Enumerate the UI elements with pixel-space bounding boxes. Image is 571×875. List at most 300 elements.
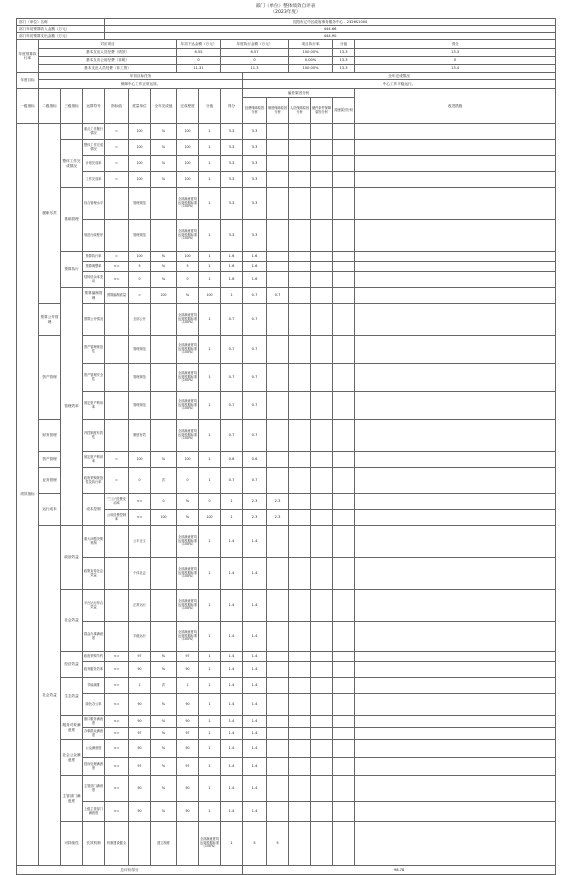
exec-item: 基本支出人员经费（绩效） bbox=[39, 49, 177, 57]
indicator-row bbox=[17, 590, 556, 622]
deviation-cell bbox=[333, 156, 355, 172]
deviation-cell bbox=[289, 272, 311, 288]
deviation-cell bbox=[355, 802, 556, 822]
actual-cell: 0 bbox=[199, 494, 221, 510]
actual-cell: 全部满意度均达到预期标准（100%） bbox=[199, 822, 221, 866]
deviation-cell bbox=[311, 662, 333, 678]
deviation-cell bbox=[355, 392, 556, 420]
got-cell: 3.3 bbox=[243, 172, 267, 188]
target-cell: 0 bbox=[151, 494, 177, 510]
target-cell: 90 bbox=[129, 716, 151, 728]
score-cell: 0.7 bbox=[221, 364, 243, 392]
got-cell: 0.7 bbox=[243, 336, 267, 364]
op-cell: <= bbox=[129, 510, 151, 526]
deviation-cell bbox=[311, 172, 333, 188]
deviation-cell bbox=[267, 652, 289, 662]
deviation-cell bbox=[355, 304, 556, 336]
l2-cell: 整体工作完成情况 bbox=[61, 140, 83, 188]
indicator-row bbox=[17, 694, 556, 716]
score-cell: 0.7 bbox=[221, 468, 243, 494]
deviation-cell bbox=[355, 652, 556, 662]
target-cell: 平稳运行 bbox=[129, 622, 151, 652]
deviation-cell bbox=[289, 622, 311, 652]
target-cell: 0 bbox=[129, 272, 151, 288]
got-cell: 1.4 bbox=[243, 662, 267, 678]
indicator-row bbox=[17, 452, 556, 468]
deviation-cell bbox=[355, 156, 556, 172]
deviation-cell bbox=[333, 652, 355, 662]
deviation-cell bbox=[267, 252, 289, 262]
exec-col-plan: 年初下达金额（万元） bbox=[177, 40, 221, 49]
l3-cell: 节能减排 bbox=[83, 678, 105, 694]
actual-cell: 100 bbox=[177, 452, 199, 468]
table-body bbox=[17, 19, 556, 875]
unit-cell: % bbox=[151, 728, 177, 740]
op-cell: <= bbox=[105, 740, 129, 758]
l2-cell: 基础管理 bbox=[61, 188, 83, 252]
budget-expense-label: 部门年初预算支出金额（万元） bbox=[17, 33, 105, 40]
indicator-row bbox=[17, 526, 556, 558]
degree-cell: 1 bbox=[199, 662, 221, 678]
l2-cell: 长效机制 bbox=[83, 822, 105, 866]
deviation-cell bbox=[267, 468, 289, 494]
actual-cell: 5 bbox=[177, 262, 199, 272]
unit-cell: % bbox=[177, 510, 199, 526]
score-cell: 0.7 bbox=[221, 304, 243, 336]
exec-rate: 100.00% bbox=[289, 49, 333, 57]
l3-cell: 重点工作履行情况 bbox=[83, 124, 105, 140]
l3-cell: 预算执行率 bbox=[83, 252, 105, 262]
score-cell: 1.4 bbox=[221, 526, 243, 558]
actual-cell: 100 bbox=[177, 172, 199, 188]
op-cell: <= bbox=[105, 758, 129, 776]
deviation-cell bbox=[289, 172, 311, 188]
deviation-cell bbox=[289, 124, 311, 140]
op-cell: <= bbox=[105, 662, 129, 678]
target-cell: 0 bbox=[129, 468, 151, 494]
deviation-cell bbox=[289, 652, 311, 662]
actual-cell: 全部满意度均达到预期标准（100%） bbox=[177, 558, 199, 590]
op-cell: <= bbox=[105, 678, 129, 694]
l3-cell: 政务服务效率 bbox=[83, 662, 105, 678]
op-cell: <= bbox=[105, 652, 129, 662]
got-cell: 2.3 bbox=[267, 494, 289, 510]
deviation-cell bbox=[355, 288, 556, 304]
title-line-1: 部门（单位）整体绩效自评表 bbox=[255, 4, 316, 9]
got-cell: 3.3 bbox=[243, 140, 267, 156]
deviation-cell bbox=[311, 716, 333, 728]
deviation-cell bbox=[311, 272, 333, 288]
actual-cell: 全部满意度均达到预期标准（100%） bbox=[177, 336, 199, 364]
col-improve: 改进措施 bbox=[355, 89, 556, 124]
actual-cell: 全部满意度均达到预期标准（100%） bbox=[177, 526, 199, 558]
deviation-cell bbox=[311, 364, 333, 392]
deviation-cell bbox=[267, 526, 289, 558]
l2-cell: 社会效益 bbox=[61, 590, 83, 652]
score-cell: 1.6 bbox=[221, 272, 243, 288]
exec-item: 基本支出人员经费（非工资） bbox=[39, 65, 177, 73]
deviation-cell bbox=[267, 728, 289, 740]
deviation-cell bbox=[311, 220, 333, 252]
l3-cell: 公用经费控制率 bbox=[105, 510, 129, 526]
l2-cell: 主管部门满意度 bbox=[61, 776, 83, 822]
deviation-cell bbox=[289, 776, 311, 802]
op-cell: = bbox=[105, 124, 129, 140]
op-cell: = bbox=[105, 252, 129, 262]
actual-cell: 全部满意度均达到预期标准（100%） bbox=[177, 364, 199, 392]
exec-row bbox=[17, 49, 556, 57]
score-cell: 0.7 bbox=[221, 392, 243, 420]
got-cell: 1.4 bbox=[243, 728, 267, 740]
dev-system: 制度保障原因分析 bbox=[267, 98, 289, 124]
op-cell: <= bbox=[105, 262, 129, 272]
l2-cell: 成本控制 bbox=[83, 494, 105, 526]
deviation-cell bbox=[333, 678, 355, 694]
deviation-cell bbox=[289, 526, 311, 558]
actual-cell: 100 bbox=[199, 510, 221, 526]
goal-row bbox=[17, 80, 556, 89]
score-cell: 1.4 bbox=[221, 590, 243, 622]
actual-cell: 90 bbox=[177, 716, 199, 728]
deviation-cell bbox=[355, 510, 556, 526]
target-cell: 100 bbox=[151, 288, 177, 304]
deviation-cell bbox=[267, 392, 289, 420]
score-cell: 1.4 bbox=[221, 740, 243, 758]
deviation-cell bbox=[311, 510, 333, 526]
score-cell: 1.4 bbox=[221, 716, 243, 728]
deviation-cell bbox=[311, 740, 333, 758]
indicator-row bbox=[17, 716, 556, 728]
indicator-row bbox=[17, 662, 556, 678]
deviation-cell bbox=[311, 452, 333, 468]
deviation-cell bbox=[311, 776, 333, 802]
got-cell: 1.6 bbox=[243, 272, 267, 288]
col-unit: 度量单位 bbox=[129, 89, 151, 124]
deviation-cell bbox=[333, 802, 355, 822]
target-cell: 公平正义 bbox=[129, 526, 151, 558]
deviation-cell bbox=[267, 272, 289, 288]
budget-expense-row bbox=[17, 33, 556, 40]
target-cell: 97 bbox=[129, 758, 151, 776]
deviation-cell bbox=[355, 420, 556, 452]
deviation-cell bbox=[333, 420, 355, 452]
op-cell bbox=[105, 590, 129, 622]
unit-cell: % bbox=[151, 776, 177, 802]
exec-rate: 100.00% bbox=[289, 65, 333, 73]
exec-col-score: 分值 bbox=[333, 40, 355, 49]
goal-header-row bbox=[17, 73, 556, 80]
deviation-cell bbox=[333, 272, 355, 288]
deviation-cell bbox=[289, 420, 311, 452]
deviation-cell bbox=[333, 188, 355, 220]
op-cell bbox=[105, 336, 129, 364]
deviation-cell bbox=[355, 468, 556, 494]
deviation-cell bbox=[333, 336, 355, 364]
target-cell: 100 bbox=[129, 124, 151, 140]
actual-cell: 全部满意度均达到预期标准（100%） bbox=[177, 420, 199, 452]
exec-col-item: 对应项目 bbox=[39, 40, 177, 49]
l2-cell: 业务管理 bbox=[39, 468, 61, 494]
deviation-cell bbox=[355, 590, 556, 622]
l2-cell: 预算公开管理 bbox=[39, 304, 61, 336]
dept-row bbox=[17, 19, 556, 26]
op-cell bbox=[105, 622, 129, 652]
got-cell: 3.3 bbox=[243, 220, 267, 252]
deviation-cell bbox=[267, 694, 289, 716]
degree-cell: 1 bbox=[199, 156, 221, 172]
dev-other: 其他原因分析 bbox=[333, 98, 355, 124]
unit-cell: % bbox=[151, 156, 177, 172]
deviation-cell bbox=[267, 262, 289, 272]
l3-cell: 主管部门满意度 bbox=[83, 776, 105, 802]
exec-score: 13.3 bbox=[333, 49, 355, 57]
indicator-row bbox=[17, 124, 556, 140]
target-cell: 90 bbox=[129, 694, 151, 716]
actual-cell: 全部满意度均达到预期标准（100%） bbox=[177, 304, 199, 336]
deviation-cell bbox=[355, 336, 556, 364]
deviation-cell bbox=[333, 304, 355, 336]
title-line-2: （2023年度） bbox=[270, 10, 301, 15]
op-cell bbox=[129, 822, 151, 866]
actual-cell: 90 bbox=[177, 694, 199, 716]
unit-cell: 次 bbox=[151, 468, 177, 494]
goal-done-text: 中心工作平稳运行。 bbox=[243, 80, 556, 89]
target-cell: 90 bbox=[129, 662, 151, 678]
deviation-cell bbox=[355, 678, 556, 694]
op-cell: <= bbox=[129, 494, 151, 510]
got-cell: 1.6 bbox=[243, 262, 267, 272]
deviation-cell bbox=[333, 172, 355, 188]
deviation-cell bbox=[289, 694, 311, 716]
target-cell: 90 bbox=[129, 802, 151, 822]
indicator-row bbox=[17, 272, 556, 288]
degree-cell: 1 bbox=[199, 336, 221, 364]
l2-cell bbox=[61, 124, 83, 140]
deviation-cell bbox=[267, 802, 289, 822]
target-cell: 管理规范 bbox=[129, 392, 151, 420]
unit-cell: % bbox=[151, 252, 177, 262]
deviation-cell bbox=[289, 288, 311, 304]
got-cell: 1.4 bbox=[243, 590, 267, 622]
exec-actual: 6.57 bbox=[221, 49, 289, 57]
deviation-cell bbox=[289, 802, 311, 822]
deviation-cell bbox=[355, 124, 556, 140]
indicator-row bbox=[17, 740, 556, 758]
deviation-cell bbox=[333, 262, 355, 272]
actual-cell: 0 bbox=[177, 272, 199, 288]
deviation-cell bbox=[355, 662, 556, 678]
deviation-cell bbox=[333, 220, 355, 252]
deviation-cell bbox=[267, 140, 289, 156]
indicator-row bbox=[17, 678, 556, 694]
deviation-cell bbox=[333, 452, 355, 468]
op-cell bbox=[105, 220, 129, 252]
l2-cell: 预算执行 bbox=[61, 252, 83, 288]
col-deviation: 偏差原因分析 bbox=[243, 89, 355, 98]
deviation-cell bbox=[311, 252, 333, 262]
unit-cell: % bbox=[151, 662, 177, 678]
target-cell: 100 bbox=[129, 172, 151, 188]
deviation-cell bbox=[289, 740, 311, 758]
goal-plan-header: 年初目标任务 bbox=[39, 73, 243, 80]
l3-cell: 重大问题决策机制 bbox=[83, 526, 105, 558]
deviation-cell bbox=[311, 336, 333, 364]
deviation-cell bbox=[311, 392, 333, 420]
deviation-cell bbox=[289, 678, 311, 694]
deviation-cell bbox=[355, 776, 556, 802]
actual-cell: 97 bbox=[177, 652, 199, 662]
actual-cell: 90 bbox=[177, 740, 199, 758]
target-cell: 90 bbox=[129, 740, 151, 758]
score-cell: 5 bbox=[243, 822, 267, 866]
target-cell: 管理规范 bbox=[129, 364, 151, 392]
deviation-cell bbox=[333, 728, 355, 740]
got-cell: 1.4 bbox=[243, 652, 267, 662]
deviation-cell bbox=[267, 622, 289, 652]
score-cell: 2.3 bbox=[243, 494, 267, 510]
unit-cell bbox=[151, 336, 177, 364]
col-op: 运算符号 bbox=[83, 89, 105, 124]
indicator-row bbox=[17, 758, 556, 776]
score-cell: 1.4 bbox=[221, 758, 243, 776]
indicator-row bbox=[17, 364, 556, 392]
target-cell: 管理规范 bbox=[129, 336, 151, 364]
deviation-cell bbox=[355, 272, 556, 288]
l3-cell: 投诉处理满意度 bbox=[83, 758, 105, 776]
total-value: 98.78 bbox=[243, 866, 556, 875]
got-cell: 1.4 bbox=[243, 776, 267, 802]
target-cell: 制度有效 bbox=[129, 420, 151, 452]
deviation-cell bbox=[311, 420, 333, 452]
deviation-cell bbox=[355, 140, 556, 156]
got-cell: 0.7 bbox=[243, 392, 267, 420]
l3-cell: 办事群众满意度 bbox=[83, 728, 105, 740]
indicator-row bbox=[17, 304, 556, 336]
got-cell: 1.4 bbox=[243, 716, 267, 728]
deviation-cell bbox=[289, 156, 311, 172]
got-cell: 1.4 bbox=[243, 758, 267, 776]
l3-cell: 政府采购节约 bbox=[83, 652, 105, 662]
op-cell bbox=[105, 526, 129, 558]
deviation-cell bbox=[333, 364, 355, 392]
got-cell: 1.4 bbox=[243, 678, 267, 694]
deviation-cell bbox=[333, 776, 355, 802]
l1-cell: 可持续性 bbox=[61, 822, 83, 866]
op-cell: <= bbox=[105, 694, 129, 716]
exec-score: 13.3 bbox=[333, 65, 355, 73]
exec-score: 13.3 bbox=[333, 57, 355, 65]
l3-cell: 固定资产利用率 bbox=[83, 392, 105, 420]
got-cell: 1.6 bbox=[243, 252, 267, 262]
got-cell: 3.3 bbox=[243, 124, 267, 140]
l3-cell: 预算调整率 bbox=[83, 262, 105, 272]
deviation-cell bbox=[267, 590, 289, 622]
deviation-cell bbox=[311, 822, 333, 866]
actual-cell: 90 bbox=[177, 776, 199, 802]
indicator-group-label: 绩效指标 bbox=[17, 124, 39, 866]
deviation-cell bbox=[289, 220, 311, 252]
deviation-cell bbox=[333, 494, 355, 510]
deviation-cell bbox=[355, 758, 556, 776]
unit-cell bbox=[151, 392, 177, 420]
target-cell: 97 bbox=[129, 728, 151, 740]
unit-cell: % bbox=[151, 694, 177, 716]
degree-cell: 1 bbox=[199, 252, 221, 262]
degree-cell: 1 bbox=[199, 622, 221, 652]
indicator-row bbox=[17, 288, 556, 304]
op-cell bbox=[105, 188, 129, 220]
col-l2: 二级指标 bbox=[39, 89, 61, 124]
indicator-row bbox=[17, 156, 556, 172]
unit-cell: % bbox=[151, 452, 177, 468]
got-cell: 2.3 bbox=[267, 510, 289, 526]
indicator-row bbox=[17, 220, 556, 252]
op-cell bbox=[105, 304, 129, 336]
exec-group-label: 年度预算执行率 bbox=[17, 40, 39, 73]
indicator-row bbox=[17, 262, 556, 272]
deviation-cell bbox=[311, 288, 333, 304]
deviation-cell bbox=[355, 262, 556, 272]
dev-hardware: 硬件条件保障原因分析 bbox=[311, 98, 333, 124]
dev-staff: 人员保障原因分析 bbox=[289, 98, 311, 124]
indicator-row bbox=[17, 468, 556, 494]
target-cell: 个体社会 bbox=[129, 558, 151, 590]
l3-cell: 平台运行综合效益 bbox=[83, 590, 105, 622]
unit-cell: % bbox=[151, 272, 177, 288]
deviation-cell bbox=[333, 252, 355, 262]
deviation-cell bbox=[355, 220, 556, 252]
deviation-cell bbox=[333, 124, 355, 140]
l3-cell: 绿色办公率 bbox=[83, 694, 105, 716]
score-cell: 1.4 bbox=[221, 622, 243, 652]
l3-cell: 内控制度有效性 bbox=[83, 420, 105, 452]
actual-cell: 全部满意度均达到预期标准（100%） bbox=[177, 590, 199, 622]
actual-cell: 全部满意度均达到预期标准（100%） bbox=[177, 392, 199, 420]
deviation-cell bbox=[289, 728, 311, 740]
score-cell: 1.4 bbox=[221, 802, 243, 822]
indicator-row bbox=[17, 188, 556, 220]
exec-row bbox=[17, 65, 556, 73]
got-cell: 0.6 bbox=[243, 452, 267, 468]
deviation-cell bbox=[289, 304, 311, 336]
degree-cell: 1 bbox=[221, 494, 243, 510]
deviation-cell bbox=[311, 526, 333, 558]
degree-cell: 1 bbox=[199, 452, 221, 468]
goal-label: 年度目标 bbox=[17, 73, 39, 89]
exec-actual: 0 bbox=[221, 57, 289, 65]
score-cell: 3.3 bbox=[221, 172, 243, 188]
deviation-cell bbox=[311, 622, 333, 652]
exec-row bbox=[17, 57, 556, 65]
deviation-cell bbox=[311, 494, 333, 510]
evaluation-sheet bbox=[16, 4, 555, 875]
unit-cell: % bbox=[151, 172, 177, 188]
deviation-cell bbox=[333, 526, 355, 558]
op-cell: = bbox=[105, 452, 129, 468]
deviation-cell bbox=[267, 188, 289, 220]
deviation-cell bbox=[311, 156, 333, 172]
exec-col-got: 得分 bbox=[355, 40, 556, 49]
unit-cell: % bbox=[151, 262, 177, 272]
deviation-cell bbox=[333, 140, 355, 156]
unit-cell bbox=[151, 590, 177, 622]
indicator-row bbox=[17, 420, 556, 452]
score-cell: 0.7 bbox=[243, 288, 267, 304]
degree-cell: 1 bbox=[199, 758, 221, 776]
deviation-cell bbox=[333, 590, 355, 622]
goal-done-header: 全年完成情况 bbox=[243, 73, 556, 80]
degree-cell: 1 bbox=[199, 776, 221, 802]
